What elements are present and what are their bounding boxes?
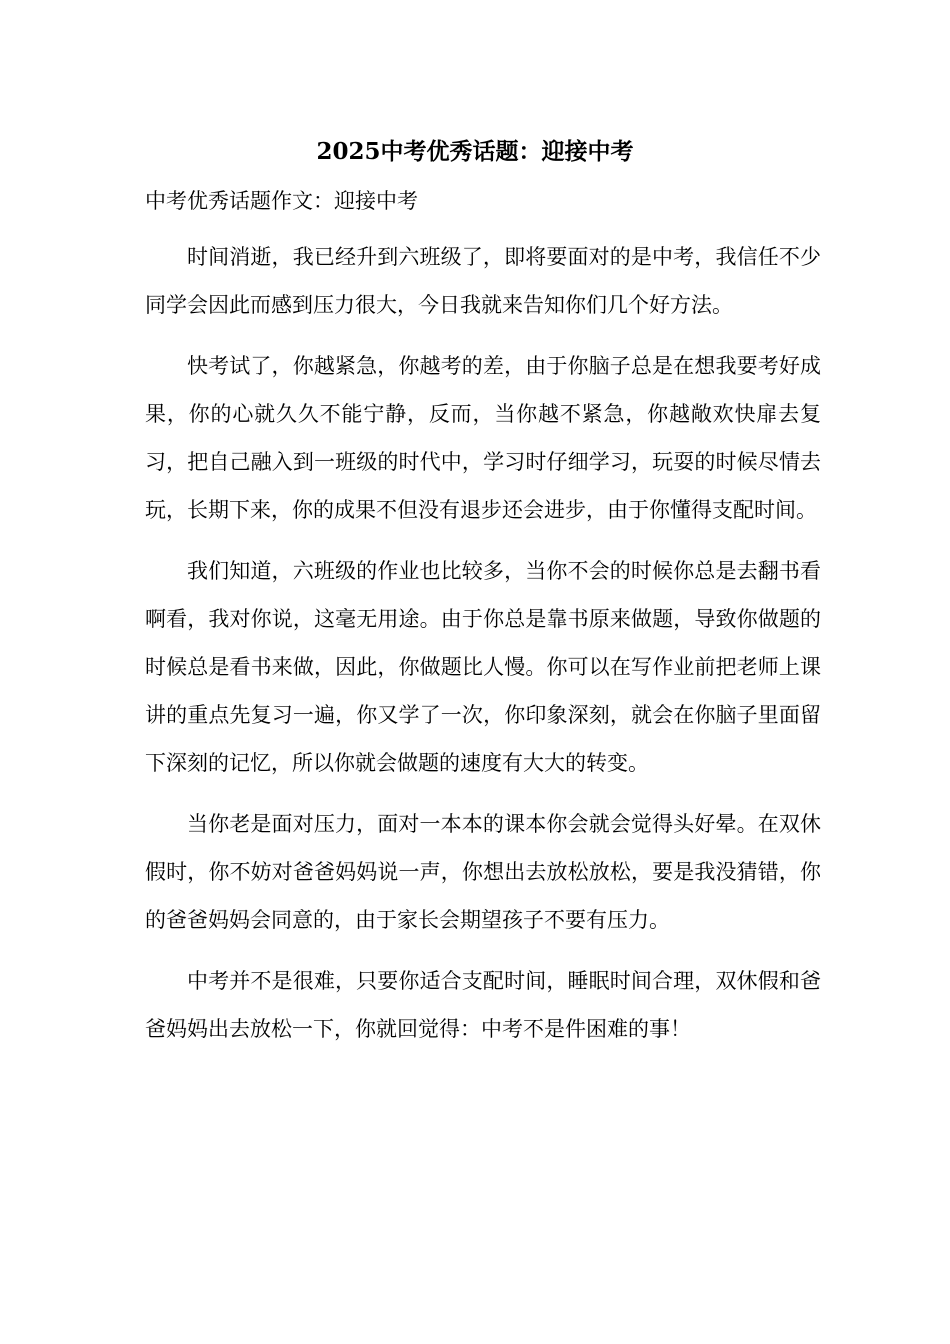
paragraph: 中考并不是很难，只要你适合支配时间，睡眠时间合理，双休假和爸爸妈妈出去放松一下，你就回觉得：中考不是件困难的事！ bbox=[145, 969, 821, 1041]
paragraph: 当你老是面对压力，面对一本本的课本你会就会觉得头好晕。在双休假时，你不妨对爸爸妈妈说一声，你想出去放松放松，要是我没猜错，你的爸爸妈妈会同意的，由于家长会期望孩子不要有压力。 bbox=[145, 812, 821, 932]
document-body bbox=[145, 233, 821, 1066]
paragraph: 快考试了，你越紧急，你越考的差，由于你脑子总是在想我要考好成果，你的心就久久不能宁静，反而，当你越不紧急，你越敞欢快扉去复习，把自己融入到一班级的时代中，学习时仔细学习，玩耍的时候尽情去玩，长期下来，你的成果不但没有退步还会进步，由于你懂得支配时间。 bbox=[145, 354, 821, 522]
document-title: 2025中考优秀话题：迎接中考 bbox=[316, 138, 634, 165]
paragraph: 时间消逝，我已经升到六班级了，即将要面对的是中考，我信任不少同学会因此而感到压力很大，今日我就来告知你们几个好方法。 bbox=[145, 245, 821, 317]
document-subtitle: 中考优秀话题作文：迎接中考 bbox=[145, 189, 418, 213]
paragraph: 我们知道，六班级的作业也比较多，当你不会的时候你总是去翻书看啊看，我对你说，这毫无用途。由于你总是靠书原来做题，导致你做题的时候总是看书来做，因此，你做题比人慢。你可以在写作业前把老师上课讲的重点先复习一遍，你又学了一次，你印象深刻，就会在你脑子里面留下深刻的记忆，所以你就会做题的速度有大大的转变。 bbox=[145, 559, 821, 775]
